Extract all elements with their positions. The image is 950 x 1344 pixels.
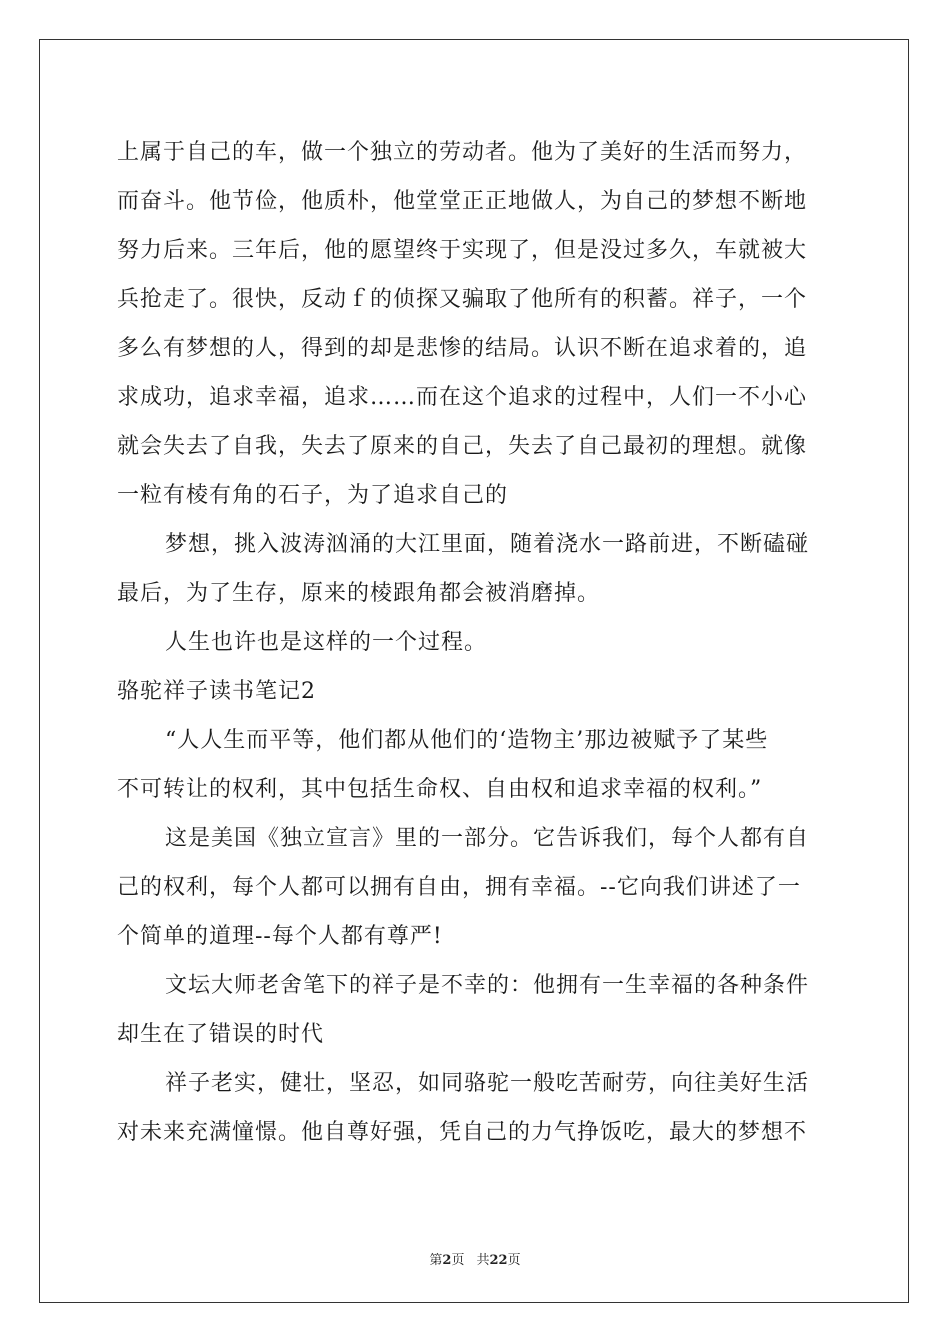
text-line: 一粒有棱有角的石子，为了追求自己的	[117, 483, 509, 508]
text-line: 个简单的道理--每个人都有尊严!	[117, 924, 443, 949]
page-number: 2	[442, 1253, 452, 1268]
text-line: 上属于自己的车，做一个独立的劳动者。他为了美好的生活而努力，	[117, 140, 808, 165]
page-prefix: 第	[429, 1253, 443, 1268]
total-pages: 22	[489, 1253, 508, 1268]
heading-text: 骆驼祥子读书笔记2	[117, 679, 316, 704]
paragraph	[117, 814, 832, 961]
text-line: 努力后来。三年后，他的愿望终于实现了，但是没过多久，车就被大	[117, 238, 808, 263]
section-heading	[117, 667, 832, 716]
text-line: 对未来充满憧憬。他自尊好强，凭自己的力气挣饭吃，最大的梦想不	[117, 1120, 808, 1145]
text-line: 梦想，挑入波涛汹涌的大江里面，随着浇水一路前进，不断磕碰	[165, 532, 810, 557]
paragraph	[117, 716, 832, 814]
text-line: 就会失去了自我，失去了原来的自己，失去了自己最初的理想。就像	[117, 434, 808, 459]
text-line: 文坛大师老舍笔下的祥子是不幸的：他拥有一生幸福的各种条件	[165, 973, 810, 998]
paragraph	[117, 520, 832, 618]
text-line: 却生在了错误的时代	[117, 1022, 325, 1047]
text-line: 而奋斗。他节俭，他质朴，他堂堂正正地做人，为自己的梦想不断地	[117, 189, 808, 214]
page-footer	[0, 1249, 950, 1268]
text-line: 兵抢走了。很快，反动ｆ的侦探又骗取了他所有的积蓄。祥子，一个	[117, 287, 808, 312]
text-line: 己的权利，每个人都可以拥有自由，拥有幸福。--它向我们讲述了一	[117, 875, 801, 900]
text-line: 人生也许也是这样的一个过程。	[165, 630, 488, 655]
text-line: “人人生而平等，他们都从他们的‘造物主’那边被赋予了某些	[165, 728, 769, 753]
text-line: 祥子老实，健壮，坚忍，如同骆驼一般吃苦耐劳，向往美好生活	[165, 1071, 810, 1096]
page-suffix: 页	[451, 1253, 465, 1268]
text-line: 不可转让的权利，其中包括生命权、自由权和追求幸福的权利。”	[117, 777, 763, 802]
text-line: 多么有梦想的人，得到的却是悲惨的结局。认识不断在追求着的，追	[117, 336, 808, 361]
paragraph	[117, 961, 832, 1059]
text-line: 最后，为了生存，原来的棱跟角都会被消磨掉。	[117, 581, 601, 606]
total-prefix: 共	[476, 1253, 490, 1268]
text-line: 这是美国《独立宣言》里的一部分。它告诉我们，每个人都有自	[165, 826, 810, 851]
total-suffix: 页	[507, 1253, 521, 1268]
paragraph	[117, 1059, 832, 1157]
text-line: 求成功，追求幸福，追求……而在这个追求的过程中，人们一不小心	[117, 385, 808, 410]
document-body	[117, 128, 832, 1157]
paragraph	[117, 128, 832, 520]
paragraph	[117, 618, 832, 667]
